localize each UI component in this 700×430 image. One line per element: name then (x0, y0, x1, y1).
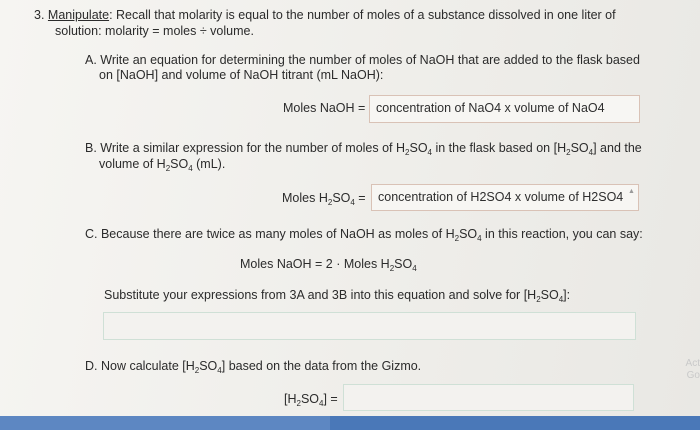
spinner-icon: ▲ (628, 188, 635, 195)
moles-naoh-value: concentration of NaO4 x volume of NaO4 (376, 101, 605, 115)
part-a-line-1: A. Write an equation for determining the number of moles of NaOH that are added to the flask based (85, 53, 640, 67)
question-3-text-1: : Recall that molarity is equal to the number of moles of a substance dissolved in one liter of (109, 8, 616, 22)
part-a-line-2: on [NaOH] and volume of NaOH titrant (mL NaOH): (99, 68, 384, 82)
activate-watermark: Act Go (685, 358, 700, 381)
manipulate-label: Manipulate (47, 8, 110, 22)
moles-naoh-label: Moles NaOH = (283, 101, 366, 115)
moles-h2so4-value: concentration of H2SO4 x volume of H2SO4 (378, 190, 624, 204)
part-c-line-1: C. Because there are twice as many moles of NaOH as moles of $H_2SO_4$ in this reaction, you can say: (85, 227, 643, 243)
moles-naoh-input[interactable] (369, 95, 640, 123)
h2so4-concentration-input[interactable] (343, 384, 634, 411)
moles-h2so4-label: Moles $H_2SO_4$ = (282, 191, 366, 207)
h2so4-concentration-label: $[H_2SO_4]$ = (284, 392, 338, 408)
part-d-line-1: D. Now calculate $[H_2SO_4]$ based on the data from the Gizmo. (85, 359, 422, 375)
part-b-line-1: B. Write a similar expression for the number of moles of $H_2SO_4$ in the flask based on $[H_2SO_4]$ and the (85, 141, 642, 157)
part-b-line-2: volume of $H_2SO_4$ (mL). (99, 157, 226, 173)
question-number: 3. (34, 8, 45, 22)
bottom-bar (0, 416, 700, 430)
moles-h2so4-input[interactable] (371, 184, 639, 211)
part-c-substitute: Substitute your expressions from 3A and 3B into this equation and solve for $[H_2SO_4]$: (104, 288, 571, 304)
solve-expression-input[interactable] (103, 312, 636, 340)
question-3-line-1 (34, 8, 616, 22)
question-3-line-2: solution: molarity = moles ÷ volume. (55, 24, 254, 38)
part-c-equation: Moles NaOH = 2 · Moles $H_2SO_4$ (240, 257, 417, 273)
